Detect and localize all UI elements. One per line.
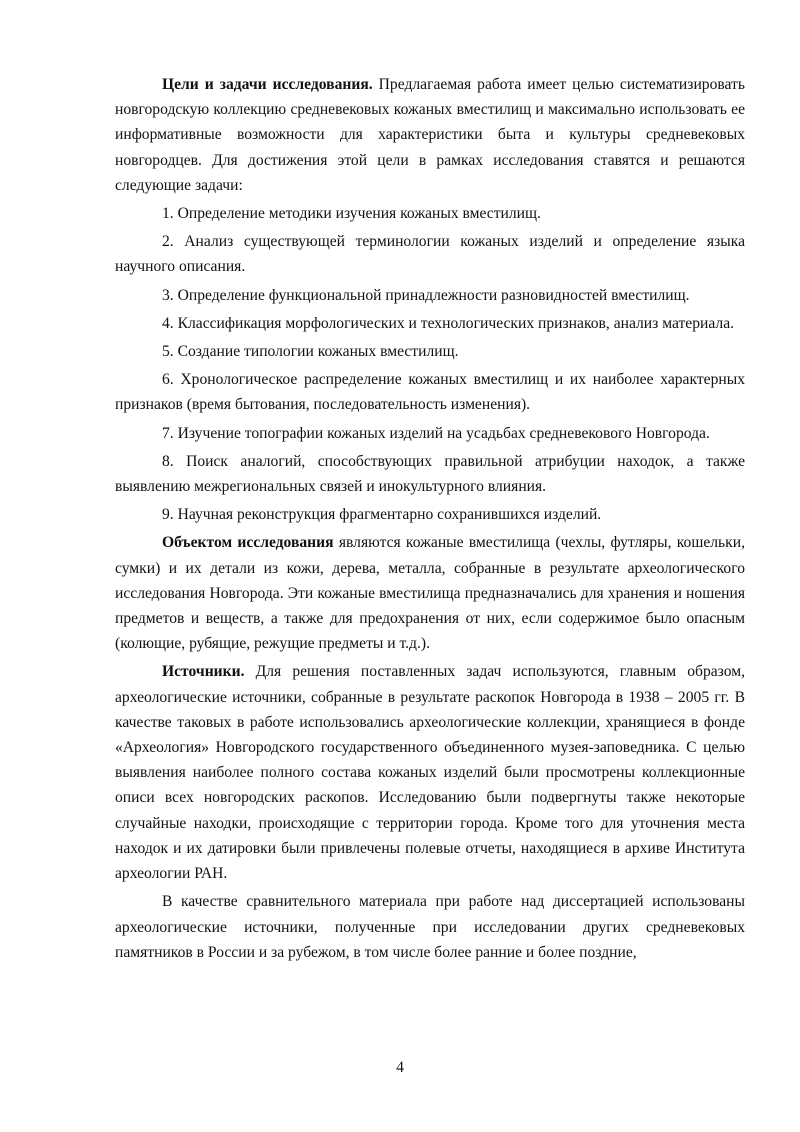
task-item-8: 8. Поиск аналогий, способствующих правильной атрибуции находок, а также выявлению межрегиональных связей и инокультурного влияния.: [115, 452, 745, 496]
comparative-paragraph: В качестве сравнительного материала при работе над диссертацией использованы археологические источники, полученные при исследовании других средневековых памятников в России и за рубежом, в том числе более ранние и более поздние,: [115, 893, 745, 961]
object-text: являются кожаные вместилища (чехлы, футляры, кошельки, сумки) и их детали из кожи, дерева, металла, собранные в результате археологического исследования Новгорода. Эти кожаные вместилища предназначались для хранения и ношения предметов и веществ, а также для предохранения от них, если содержимое было опасным (колющие, рубящие, режущие предметы и т.д.).: [115, 534, 745, 653]
sources-paragraph: [115, 659, 745, 886]
task-item-4: 4. Классификация морфологических и технологических признаков, анализ материала.: [162, 314, 735, 332]
task-item-1: 1. Определение методики изучения кожаных вместилищ.: [162, 205, 541, 223]
goals-paragraph: [115, 72, 745, 198]
object-heading: Объектом исследования: [162, 534, 334, 552]
task-item-3: 3. Определение функциональной принадлежности разновидностей вместилищ.: [162, 286, 690, 304]
task-item-5: 5. Создание типологии кожаных вместилищ.: [162, 343, 459, 361]
goals-text: Предлагаемая работа имеет целью систематизировать новгородскую коллекцию средневековых кожаных вместилищ и максимально использовать ее информативные возможности для характеристики быта и культуры средневековых новгородцев. Для достижения этой цели в рамках исследования ставятся и решаются следующие задачи:: [115, 76, 745, 194]
task-item-2: 2. Анализ существующей терминологии кожаных изделий и определение языка научного описания.: [115, 233, 745, 276]
task-item-9: 9. Научная реконструкция фрагментарно сохранившихся изделий.: [162, 506, 602, 524]
document-body: [115, 72, 745, 968]
object-paragraph: [115, 530, 745, 656]
page-number: 4: [396, 1059, 404, 1076]
sources-text: Для решения поставленных задач используются, главным образом, археологические источники, собранные в результате раскопок Новгорода в 1938 – 2005 гг. В качестве таковых в работе использовались археологические коллекции, хранящиеся в фонде «Археология» Новгородского государственного объединенного музея-заповедника. С целью выявления наиболее полного состава кожаных изделий были просмотрены коллекционные описи всех новгородских раскопов. Исследованию были подвергнуты также некоторые случайные находки, происходящие с территории города. Кроме того для уточнения места находок и их датировки были привлечены полевые отчеты, находящиеся в архиве Института археологии РАН.: [115, 663, 745, 883]
task-item-6: 6. Хронологическое распределение кожаных вместилищ и их наиболее характерных признаков (время бытования, последовательность изменения).: [115, 371, 745, 414]
task-item-7: 7. Изучение топографии кожаных изделий на усадьбах средневекового Новгорода.: [162, 424, 710, 442]
sources-heading: Источники.: [162, 663, 245, 681]
goals-heading: Цели и задачи исследования.: [162, 76, 373, 93]
